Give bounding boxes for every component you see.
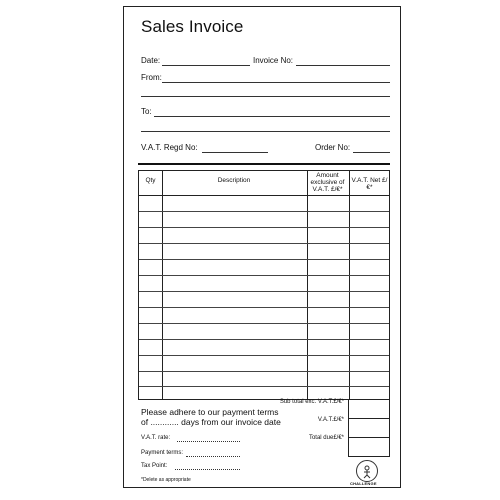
from-line-2[interactable] <box>141 96 390 97</box>
subtotal-box[interactable] <box>348 399 390 419</box>
qty-column-divider <box>162 171 163 399</box>
date-label: Date: <box>141 56 161 65</box>
order-no-line[interactable] <box>353 152 390 153</box>
amount-header: Amount exclusive of V.A.T. £/€* <box>310 172 345 193</box>
table-row[interactable] <box>139 227 389 228</box>
order-no-label: Order No: <box>315 143 351 152</box>
invoice-no-label: Invoice No: <box>253 56 294 65</box>
invoice-no-line[interactable] <box>296 65 390 66</box>
description-column-divider <box>307 171 308 399</box>
vat-rate-label: V.A.T. rate: <box>141 435 171 441</box>
from-line-1[interactable] <box>162 82 390 83</box>
tax-point-line[interactable] <box>175 469 240 470</box>
items-table <box>138 170 390 400</box>
table-row[interactable] <box>139 275 389 276</box>
header-divider <box>139 195 389 196</box>
table-row[interactable] <box>139 323 389 324</box>
vat-total-label: V.A.T.£/€* <box>317 417 344 423</box>
to-label: To: <box>141 107 152 116</box>
delete-note: *Delete as appropriate <box>141 477 191 483</box>
subtotal-label: Sub total exc. V.A.T.£/€* <box>279 399 344 405</box>
invoice-form <box>123 6 401 488</box>
date-line[interactable] <box>162 65 250 66</box>
table-row[interactable] <box>139 211 389 212</box>
payment-terms-line-2: of ............ days from our invoice date <box>141 417 281 427</box>
challenge-logo-icon <box>356 460 378 482</box>
tax-point-label: Tax Point: <box>141 463 168 469</box>
vat-rate-line[interactable] <box>177 441 240 442</box>
description-header: Description <box>217 177 251 184</box>
table-row[interactable] <box>139 243 389 244</box>
qty-header: Qty <box>145 177 156 184</box>
total-due-box[interactable] <box>348 437 390 457</box>
to-line-2[interactable] <box>141 131 390 132</box>
payment-terms-line-1: Please adhere to our payment terms <box>141 407 279 417</box>
vat-regd-line[interactable] <box>202 152 268 153</box>
table-row[interactable] <box>139 339 389 340</box>
table-row[interactable] <box>139 307 389 308</box>
amount-column-divider <box>349 171 350 399</box>
payment-terms-label: Payment terms: <box>141 450 184 456</box>
table-row[interactable] <box>139 386 389 387</box>
vat-header: V.A.T. Net £/€* <box>351 177 388 191</box>
vat-total-box[interactable] <box>348 418 390 438</box>
table-row[interactable] <box>139 259 389 260</box>
to-line-1[interactable] <box>154 116 390 117</box>
from-label: From: <box>141 73 162 82</box>
total-due-label: Total due£/€* <box>308 435 344 441</box>
section-divider <box>138 163 390 165</box>
table-row[interactable] <box>139 291 389 292</box>
table-row[interactable] <box>139 355 389 356</box>
payment-terms-field-line[interactable] <box>186 456 240 457</box>
brand-name: CHALLENGE <box>350 481 377 486</box>
vat-regd-label: V.A.T. Regd No: <box>141 143 198 152</box>
table-row[interactable] <box>139 371 389 372</box>
invoice-title: Sales Invoice <box>141 17 244 36</box>
